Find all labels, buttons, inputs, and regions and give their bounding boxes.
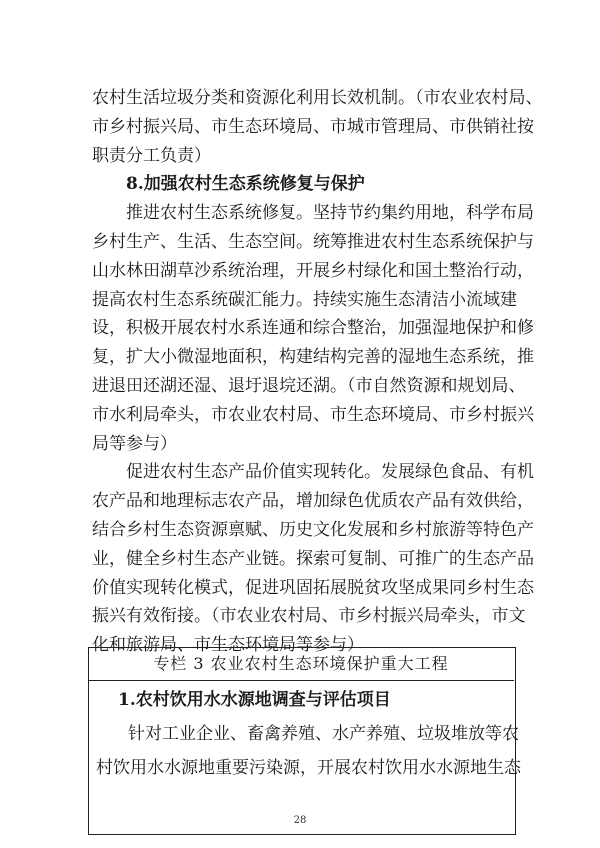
column-text-line: 针对工业企业、畜禽养殖、水产养殖、垃圾堆放等农 [128,724,519,744]
column-title-text: 专栏 3 农业农村生态环境保护重大工程 [153,654,449,673]
column-text-line: 村饮用水水源地重要污染源，开展农村饮用水水源地生态 [96,758,521,778]
section-heading: 8.加强农村生态系统修复与保护 [126,174,365,194]
column-heading: 1.农村饮用水水源地调查与评估项目 [118,690,391,710]
text-line: 进退田还湖还湿、退圩退垸还湖。（市自然资源和规划局、 [92,376,526,396]
text-line: 农村生活垃圾分类和资源化利用长效机制。（市农业农村局、 [92,88,543,108]
text-line: 职责分工负责） [92,146,211,166]
text-line: 市乡村振兴局、市生态环境局、市城市管理局、市供销社按 [92,117,534,137]
text-line: 复，扩大小微湿地面积，构建结构完善的湿地生态系统，推 [92,347,534,367]
text-line: 局等参与） [92,434,177,454]
text-line: 山水林田湖草沙系统治理，开展乡村绿化和国土整治行动， [92,261,534,281]
page-number: 28 [293,815,307,826]
text-line: 市水利局牵头，市农业农村局、市生态环境局、市乡村振兴 [92,405,534,425]
text-line: 提高农村生态系统碳汇能力。持续实施生态清洁小流域建 [92,290,517,310]
text-line: 化和旅游局、市生态环境局等参与） [92,635,364,655]
text-line: 乡村生产、生活、生态空间。统筹推进农村生态系统保护与 [92,232,534,252]
text-line: 结合乡村生态资源禀赋、历史文化发展和乡村旅游等特色产 [92,520,534,540]
text-line: 业，健全乡村生态产业链。探索可复制、可推广的生态产品 [92,549,534,569]
text-line: 促进农村生态产品价值实现转化。发展绿色食品、有机 [126,462,534,482]
text-line: 推进农村生态系统修复。坚持节约集约用地，科学布局 [126,203,534,223]
text-line: 设，积极开展农村水系连通和综合整治，加强湿地保护和修 [92,318,534,338]
column-title [88,647,514,681]
text-line: 价值实现转化模式，促进巩固拓展脱贫攻坚成果同乡村生态 [92,578,534,598]
text-line: 振兴有效衔接。（市农业农村局、市乡村振兴局牵头，市文 [92,606,526,626]
text-line: 农产品和地理标志农产品，增加绿色优质农产品有效供给， [92,491,534,511]
